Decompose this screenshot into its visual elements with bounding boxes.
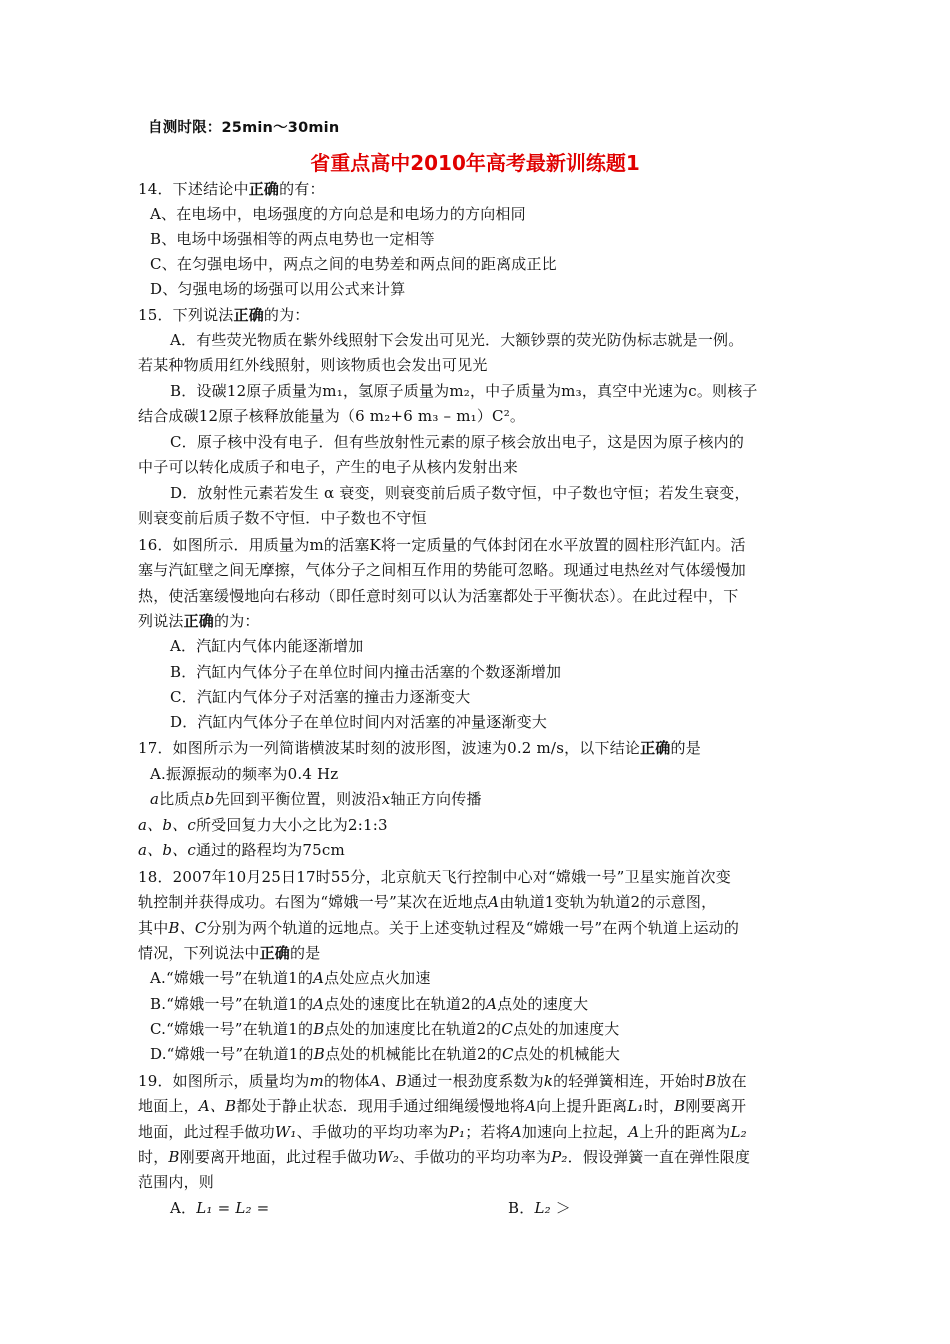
- q18-l4-end: 的是: [290, 944, 321, 962]
- q19-option-b: [508, 1198, 571, 1218]
- q19-option-a: [170, 1198, 269, 1218]
- q18-a-var: A: [313, 969, 325, 987]
- q17-option-a: A.振源振动的频率为0.4 Hz: [150, 765, 339, 783]
- q17-option-c: [138, 815, 388, 835]
- q17-var-x: x: [381, 790, 391, 808]
- math-variable: W₁: [274, 1123, 297, 1141]
- q15-stem: [138, 305, 310, 325]
- math-variable: k: [543, 1072, 554, 1090]
- q18-c-text: C.“嫦娥一号”在轨道1的: [150, 1020, 314, 1038]
- q18-a-end: 点处应点火加速: [324, 969, 431, 987]
- math-variable: L₂: [730, 1123, 747, 1141]
- text-run: 的轻弹簧相连，开始时: [553, 1072, 706, 1090]
- text-run: 向上提升距离: [536, 1097, 628, 1115]
- q18-d-text: D.“嫦娥一号”在轨道1的: [150, 1045, 314, 1063]
- q15-option-b-line1: B．设碳12原子质量为m₁，氢原子质量为m₂，中子质量为m₃，真空中光速为c。则核子: [170, 382, 758, 400]
- q15-option-d-line2: 则衰变前后质子数不守恒．中子数也不守恒: [138, 509, 427, 527]
- q19-stem-line3: [138, 1122, 747, 1142]
- text-run: 19．如图所示，质量均为: [138, 1072, 310, 1090]
- q16-stem-line3: 热，使活塞缓慢地向右移动（即任意时刻可以认为活塞都处于平衡状态）。在此过程中，下: [138, 587, 739, 605]
- text-run: 的物体: [323, 1072, 370, 1090]
- math-variable: B: [705, 1072, 717, 1090]
- text-run: ；若将: [465, 1123, 511, 1141]
- math-variable: L₂: [235, 1199, 252, 1217]
- q17-c-vars: a、b、c: [138, 816, 196, 834]
- math-variable: A: [510, 1123, 522, 1141]
- text-run: =: [251, 1199, 270, 1217]
- q18-c-mid: 点处的加速度比在轨道2的: [324, 1020, 502, 1038]
- q18-stem-line4: [138, 943, 320, 963]
- text-run: 刚要离开: [685, 1097, 747, 1115]
- math-variable: A、B: [369, 1072, 408, 1090]
- text-run: 时，: [643, 1097, 675, 1115]
- text-run: 上升的距离为: [639, 1123, 731, 1141]
- q17-var-a: a: [150, 790, 160, 808]
- text-run: B．: [508, 1199, 535, 1217]
- q16-option-c: C．汽缸内气体分子对活塞的撞击力逐渐变大: [170, 688, 471, 706]
- q15-stem-text: 15．下列说法: [138, 306, 234, 324]
- q18-b-end: 点处的速度大: [497, 995, 589, 1013]
- text-run: 放在: [716, 1072, 747, 1090]
- q18-b-text: B.“嫦娥一号”在轨道1的: [150, 995, 314, 1013]
- text-run: 地面，此过程手做功: [138, 1123, 275, 1141]
- math-variable: A: [628, 1123, 640, 1141]
- math-variable: P₂: [551, 1148, 568, 1166]
- q18-d-end: 点处的机械能大: [513, 1045, 621, 1063]
- math-variable: m: [309, 1072, 324, 1090]
- q16-option-b: B．汽缸内气体分子在单位时间内撞击活塞的个数逐渐增加: [170, 663, 562, 681]
- text-run: 刚要离开地面，此过程手做功: [179, 1148, 378, 1166]
- q15-keyword: 正确: [233, 306, 264, 324]
- q14-stem-end: 的有：: [279, 180, 325, 198]
- q17-stem-text: 17．如图所示为一列简谐横波某时刻的波形图，波速为0.2 m/s，以下结论: [138, 739, 641, 757]
- q19-stem-line1: [138, 1071, 747, 1091]
- q14-option-b: B、电场中场强相等的两点电势也一定相等: [150, 230, 435, 248]
- q17-c-text: 所受回复力大小之比为2:1:3: [195, 816, 388, 834]
- q16-option-a: A．汽缸内气体内能逐渐增加: [170, 637, 364, 655]
- math-variable: L₂: [534, 1199, 551, 1217]
- q18-l3-text: 其中: [138, 919, 169, 937]
- q16-stem-line1: 16．如图所示．用质量为m的活塞K将一定质量的气体封闭在水平放置的圆柱形汽缸内。活: [138, 536, 746, 554]
- q18-option-d: [150, 1044, 620, 1064]
- q18-option-a: [150, 968, 431, 988]
- q18-c-end: 点处的加速度大: [513, 1020, 620, 1038]
- q17-b-text1: 比质点: [159, 790, 205, 808]
- text-run: A．: [170, 1199, 197, 1217]
- q17-b-text2: 先回到平衡位置，则波沿: [214, 790, 382, 808]
- time-limit: 自测时限：25min～30min: [148, 120, 340, 136]
- q16-option-d: D．汽缸内气体分子在单位时间内对活塞的冲量逐渐变大: [170, 713, 548, 731]
- q18-l4-text: 情况，下列说法中: [138, 944, 260, 962]
- q17-d-text: 通过的路程均为75cm: [195, 841, 345, 859]
- q14-keyword: 正确: [248, 180, 280, 198]
- q15-option-b-line2: 结合成碳12原子核释放能量为（6 m₂+6 m₃ – m₁）C²。: [138, 407, 526, 425]
- q18-b-var1: A: [313, 995, 325, 1013]
- q18-d-var1: B: [313, 1045, 325, 1063]
- q19-stem-line2: [138, 1096, 746, 1116]
- q17-option-d: [138, 840, 345, 860]
- q18-b-var2: A: [486, 995, 498, 1013]
- math-variable: L₁: [627, 1097, 644, 1115]
- text-run: 、手做功的平均功率为: [296, 1123, 449, 1141]
- q14-stem: [138, 179, 325, 199]
- q16-stem-line2: 塞与汽缸壁之间无摩擦，气体分子之间相互作用的势能可忽略。现通过电热丝对气体缓慢加: [138, 561, 747, 579]
- text-run: 加速向上拉起，: [521, 1123, 629, 1141]
- q16-stem-text: 列说法: [138, 612, 184, 630]
- q18-d-var2: C: [501, 1045, 514, 1063]
- q18-l2-text: 轨控制并获得成功。右图为“嫦娥一号”某次在近地点: [138, 893, 489, 911]
- q17-option-b: [150, 789, 482, 809]
- q16-keyword: 正确: [183, 612, 215, 630]
- q18-stem-line1: 18．2007年10月25日17时55分，北京航天飞行控制中心对“嫦娥一号”卫星实施首次变: [138, 868, 731, 886]
- q18-l2-var: A: [488, 893, 500, 911]
- q15-option-a-line1: A．有些荧光物质在紫外线照射下会发出可见光．大额钞票的荧光防伪标志就是一例。: [170, 331, 744, 349]
- math-variable: L₁: [196, 1199, 213, 1217]
- q18-option-b: [150, 994, 588, 1014]
- q18-a-text: A.“嫦娥一号”在轨道1的: [150, 969, 314, 987]
- text-run: 通过一根劲度系数为: [407, 1072, 544, 1090]
- q14-option-d: D、匀强电场的场强可以用公式来计算: [150, 280, 406, 298]
- q18-stem-line2: [138, 892, 716, 912]
- q15-option-d-line1: D．放射性元素若发生 α 衰变，则衰变前后质子数守恒，中子数也守恒；若发生衰变，: [170, 484, 750, 502]
- q17-keyword: 正确: [640, 739, 671, 757]
- q18-option-c: [150, 1019, 619, 1039]
- q19-stem-line4: [138, 1147, 750, 1167]
- page-title: 省重点高中2010年高考最新训练题1: [310, 151, 640, 175]
- math-variable: B: [168, 1148, 180, 1166]
- q15-option-c-line1: C．原子核中没有电子．但有些放射性元素的原子核会放出电子，这是因为原子核内的: [170, 433, 745, 451]
- q17-stem: [138, 738, 701, 758]
- text-run: 、手做功的平均功率为: [399, 1148, 552, 1166]
- q17-stem-end: 的是: [670, 739, 701, 757]
- q15-option-c-line2: 中子可以转化成质子和电子，产生的电子从核内发射出来: [138, 458, 519, 476]
- text-run: =: [212, 1199, 236, 1217]
- q15-stem-end: 的为：: [263, 306, 310, 324]
- q16-stem-end: 的为：: [214, 612, 260, 630]
- text-run: ．假设弹簧一直在弹性限度: [567, 1148, 751, 1166]
- text-run: ＞: [550, 1199, 571, 1217]
- text-run: 时，: [138, 1148, 169, 1166]
- q14-option-c: C、在匀强电场中，两点之间的电势差和两点间的距离成正比: [150, 255, 557, 273]
- q14-stem-text: 14．下述结论中: [138, 180, 249, 198]
- q14-option-a: A、在电场中，电场强度的方向总是和电场力的方向相同: [150, 205, 526, 223]
- math-variable: B: [674, 1097, 686, 1115]
- q17-b-text3: 轴正方向传播: [390, 790, 482, 808]
- q18-c-var2: C: [501, 1020, 514, 1038]
- q18-c-var1: B: [313, 1020, 325, 1038]
- q15-option-a-line2: 若某种物质用红外线照射，则该物质也会发出可见光: [138, 356, 488, 374]
- q18-l3-vars: B、C: [168, 919, 207, 937]
- q18-l3-end: 分别为两个轨道的远地点。关于上述变轨过程及“嫦娥一号”在两个轨道上运动的: [206, 919, 740, 937]
- math-variable: W₂: [377, 1148, 400, 1166]
- q17-var-b: b: [204, 790, 215, 808]
- q18-b-mid: 点处的速度比在轨道2的: [324, 995, 487, 1013]
- q16-stem-line4: [138, 611, 260, 631]
- q19-stem-line5: 范围内，则: [138, 1173, 215, 1191]
- q18-l2-end: 由轨道1变轨为轨道2的示意图，: [499, 893, 717, 911]
- q18-stem-line3: [138, 918, 739, 938]
- text-run: 地面上，: [138, 1097, 199, 1115]
- math-variable: A: [525, 1097, 537, 1115]
- q17-d-vars: a、b、c: [138, 841, 196, 859]
- q18-keyword: 正确: [259, 944, 291, 962]
- math-variable: P₁: [448, 1123, 466, 1141]
- text-run: 都处于静止状态．现用手通过细绳缓慢地将: [236, 1097, 526, 1115]
- math-variable: A、B: [198, 1097, 237, 1115]
- q18-d-mid: 点处的机械能比在轨道2的: [324, 1045, 502, 1063]
